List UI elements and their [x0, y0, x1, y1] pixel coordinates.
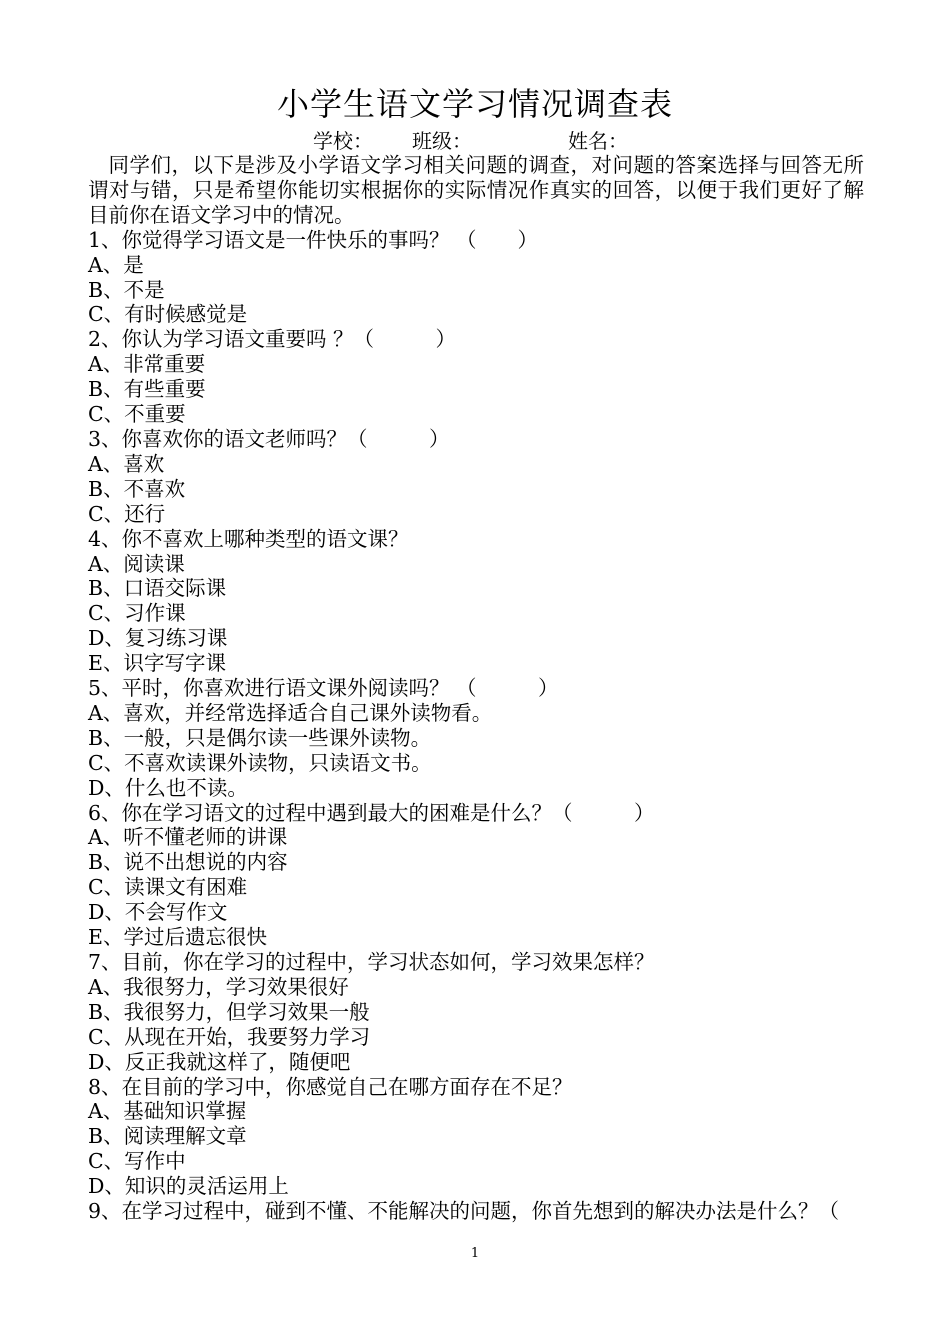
answer-option: D、知识的灵活运用上: [88, 1174, 289, 1199]
question-text: 4、你不喜欢上哪种类型的语文课？: [88, 526, 409, 551]
answer-option: D、复习练习课: [88, 626, 228, 651]
question-text: 5、平时，你喜欢进行语文课外阅读吗？ （ ）: [88, 676, 559, 701]
answer-option: C、从现在开始，我要努力学习: [88, 1024, 371, 1049]
question-text: 1、你觉得学习语文是一件快乐的事吗？ （ ）: [88, 227, 539, 252]
question-text: 3、你喜欢你的语文老师吗？（ ）: [88, 426, 450, 451]
page-title: 小学生语文学习情况调查表: [276, 85, 673, 123]
answer-option: B、口语交际课: [88, 576, 227, 601]
answer-option: A、我很努力，学习效果很好: [88, 974, 349, 999]
answer-option: B、阅读理解文章: [88, 1124, 247, 1149]
answer-option: A、非常重要: [88, 352, 206, 377]
header-fields: [0, 128, 950, 154]
answer-option: B、我很努力，但学习效果一般: [88, 999, 370, 1024]
answer-option: B、说不出想说的内容: [88, 850, 288, 875]
answer-option: E、学过后遗忘很快: [88, 925, 267, 950]
question-text: 8、在目前的学习中，你感觉自己在哪方面存在不足？: [88, 1074, 573, 1099]
answer-option: C、不重要: [88, 402, 186, 427]
answer-option: B、不喜欢: [88, 476, 186, 501]
question-text: 2、你认为学习语文重要吗 ？（ ）: [88, 327, 457, 352]
intro-paragraph: 同学们，以下是涉及小学语文学习相关问题的调查，对问题的答案选择与回答无所谓对与错，只是希望你能切实根据你的实际情况作真实的回答，以便于我们更好了解目前你在语文学习中的情况。: [88, 153, 864, 227]
answer-option: C、有时候感觉是: [88, 302, 248, 327]
answer-option: C、读课文有困难: [88, 875, 248, 900]
survey-body: [88, 153, 864, 1224]
answer-option: B、有些重要: [88, 377, 206, 402]
question-text: 9、在学习过程中，碰到不懂、不能解决的问题，你首先想到的解决办法是什么？（: [88, 1199, 840, 1224]
answer-option: A、是: [88, 252, 144, 277]
answer-option: C、还行: [88, 501, 166, 526]
answer-option: B、一般，只是偶尔读一些课外读物。: [88, 725, 432, 750]
class-field-label: 班级：: [412, 129, 472, 153]
answer-option: A、阅读课: [88, 551, 185, 576]
answer-option: C、不喜欢读课外读物，只读语文书。: [88, 750, 432, 775]
answer-option: A、基础知识掌握: [88, 1099, 247, 1124]
answer-option: D、反正我就这样了，随便吧: [88, 1049, 351, 1074]
question-list: [88, 228, 864, 1224]
answer-option: A、喜欢: [88, 451, 165, 476]
question-text: 7、目前，你在学习的过程中，学习状态如何，学习效果怎样？: [88, 950, 655, 974]
answer-option: C、写作中: [88, 1149, 186, 1174]
school-field-label: 学校：: [313, 129, 373, 153]
answer-option: D、不会写作文: [88, 900, 228, 925]
question-text: 6、你在学习语文的过程中遇到最大的困难是什么？（ ）: [88, 800, 655, 825]
answer-option: E、识字写字课: [88, 651, 226, 676]
page-number: 1: [470, 1246, 480, 1261]
answer-option: B、不是: [88, 277, 165, 302]
answer-option: A、喜欢，并经常选择适合自己课外读物看。: [88, 700, 493, 725]
answer-option: D、什么也不读。: [88, 775, 248, 800]
answer-option: C、习作课: [88, 601, 186, 626]
name-field-label: 姓名：: [568, 129, 628, 153]
answer-option: A、听不懂老师的讲课: [88, 825, 288, 850]
